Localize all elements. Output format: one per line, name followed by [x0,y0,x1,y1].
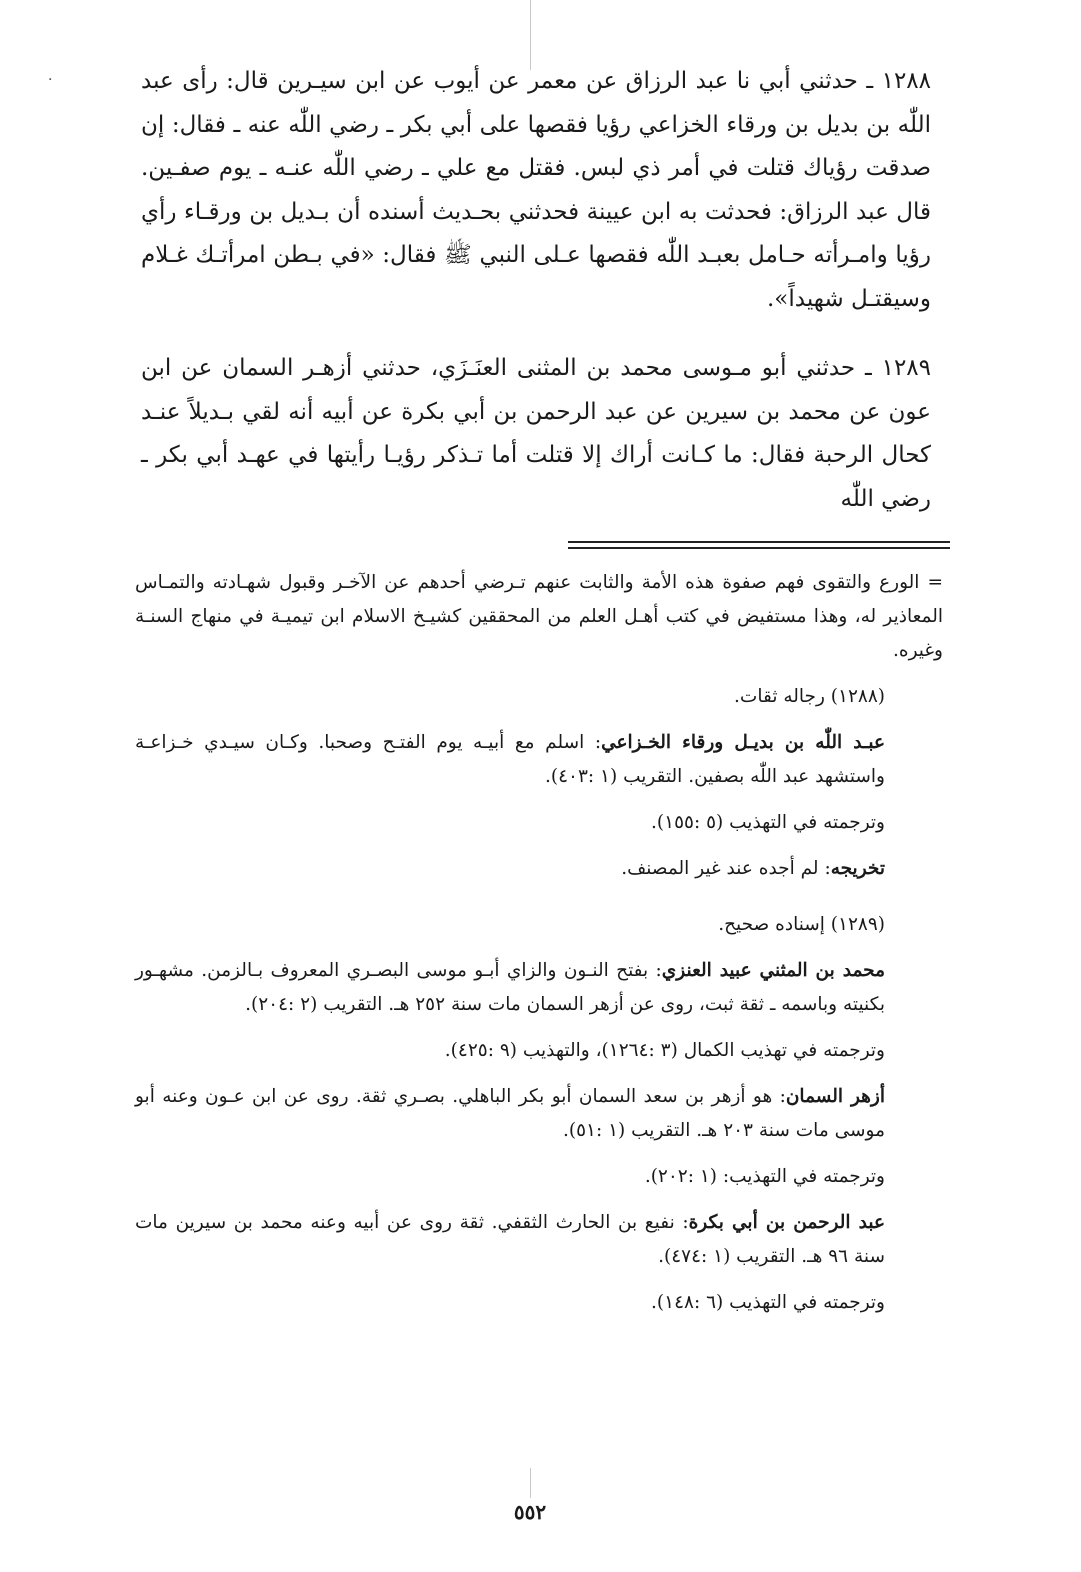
page-number: ٥٥٢ [513,1500,547,1524]
hadith-number: ١٢٨٨ [881,68,932,94]
footnote-separator [568,547,950,549]
footnote-1289-narrator-1 [135,954,943,1022]
narrator-name: أزهر السمان [785,1086,885,1107]
narrator-name: عبـد اللّٰه بن بديـل ورقاء الخـزاعي [601,732,885,753]
footnote-1288-tarjama: وترجمته في التهذيب (٥ :١٥٥). [651,812,885,833]
narrator-text: : اسلم مع أبيـه يوم الفتـح وصحبا. وكـان سيـدي خـزاعـة واستشهد عبد اللّٰه بصفين. التقريب (١ :٤٠٣). [135,732,885,787]
takhrij-text: : لم أجده عند غير المصنف. [621,858,831,879]
footnote-1289-narrator-2 [135,1080,943,1148]
scan-fold-line [530,1468,531,1498]
hadith-text: حدثني أبي نا عبد الرزاق عن معمر عن أيوب عن ابن سيـرين قال: رأى عبد اللّٰه بن بديل بن ورقاء الخزاعي رؤيا فقصها على أبي بكر ـ رضي اللّٰه عنه ـ فقال: إن صدقت رؤياك قتلت في أمر ذي لبس. فقتل مع علي ـ رضي اللّٰه عنـه ـ يوم صفـين. قال عبد الرزاق: فحدثت به ابن عيينة فحدثني بحـديث أسنده أن بـديل بن ورقـاء رأي رؤيا وامـرأته حـامل بعبـد اللّٰه فقصها عـلى النبي ﷺ فقال: «في بـطن امرأتـك غـلام وسيقتـل شهيداً». [141,68,931,312]
takhrij-label: تخريجه [830,858,885,879]
footnote-1288-head: (١٢٨٨) رجاله ثقات. [734,686,885,707]
footnote-1289-head: (١٢٨٩) إسناده صحيح. [718,914,885,935]
narrator-text: : هو أزهر بن سعد السمان أبو بكر الباهلي. بصـري ثقة. روى عن ابن عـون وعنه أبو موسى مات سنة ٢٠٣ هـ. التقريب (١ :٥١). [135,1086,885,1141]
main-text [141,60,931,521]
footnote-continuation: = الورع والتقوى فهم صفوة هذه الأمة والثابت عنهم تـرضي أحدهم عن الآخـر وقبول شهـادته والتمـاس المعاذير له، وهذا مستفيض في كتب أهـل العلم من المحققين كشيـخ الاسلام ابن تيميـة في منهاج السنـة وغيره. [135,572,943,661]
hadith-1288: ١٢٨٨ ـ حدثني أبي نا عبد الرزاق عن معمر عن أيوب عن ابن سيـرين قال: رأى عبد اللّٰه بن بديل بن ورقاء الخزاعي رؤيا فقصها على أبي بكر ـ رضي اللّٰه عنه ـ فقال: إن صدقت رؤياك قتلت في أمر ذي لبس. فقتل مع علي ـ رضي اللّٰه عنـه ـ يوم صفـين. قال عبد الرزاق: فحدثت به ابن عيينة فحدثني بحـديث أسنده أن بـديل بن ورقـاء رأي رؤيا وامـرأته حـامل بعبـد اللّٰه فقصها عـلى النبي ﷺ فقال: «في بـطن امرأتـك غـلام وسيقتـل شهيداً». [141,68,932,312]
narrator-name: عبد الرحمن بن أبي بكرة [688,1212,886,1233]
hadith-1289: ١٢٨٩ ـ حدثني أبو مـوسى محمد بن المثنى العنَـزَي، حدثني أزهـر السمان عن ابن عون عن محمد بن سيرين عن عبد الرحمن بن أبي بكرة عن أبيه أنه لقي بـديلاً عنـد كحال الرحبة فقال: ما كـانت أراك إلا قتلت أما تـذكر رؤيـا رأيتها في عهـد أبي بكر ـ رضي اللّٰه [141,355,932,512]
footnote-1289-tarjama-1: وترجمته في تهذيب الكمال (٣ :١٢٦٤)، والتهذيب (٩ :٤٢٥). [444,1040,885,1061]
footnote-1288-narrator [135,726,943,794]
margin-mark: · [48,72,53,88]
footnote-1289-tarjama-3: وترجمته في التهذيب (٦ :١٤٨). [651,1292,885,1313]
footnote-1289-narrator-3 [135,1206,943,1274]
footnotes [135,566,943,1320]
hadith-text: حدثني أبو مـوسى محمد بن المثنى العنَـزَي، حدثني أزهـر السمان عن ابن عون عن محمد بن سيرين عن عبد الرحمن بن أبي بكرة عن أبيه أنه لقي بـديلاً عنـد كحال الرحبة فقال: ما كـانت أراك إلا قتلت أما تـذكر رؤيـا رأيتها في عهـد أبي بكر ـ رضي اللّٰه [141,355,931,512]
footnote-1289-tarjama-2: وترجمته في التهذيب: (١ :٢٠٢). [644,1166,885,1187]
footnote-1288-takhrij [135,852,943,886]
narrator-text: : نفيع بن الحارث الثقفي. ثقة روى عن أبيه وعنه محمد بن سيرين مات سنة ٩٦ هـ. التقريب (١ :٤٧٤). [135,1212,885,1267]
hadith-number: ١٢٨٩ [881,355,932,381]
narrator-text: : بفتح النـون والزاي أبـو موسى البصـري المعروف بـالزمن. مشهـور بكنيته وباسمه ـ ثقة ثبت، روى عن أزهر السمان مات سنة ٢٥٢ هـ. التقريب (٢ :٢٠٤). [135,960,885,1015]
footnote-separator [568,541,950,543]
narrator-name: محمد بن المثني عبيد العنزي [661,960,885,981]
